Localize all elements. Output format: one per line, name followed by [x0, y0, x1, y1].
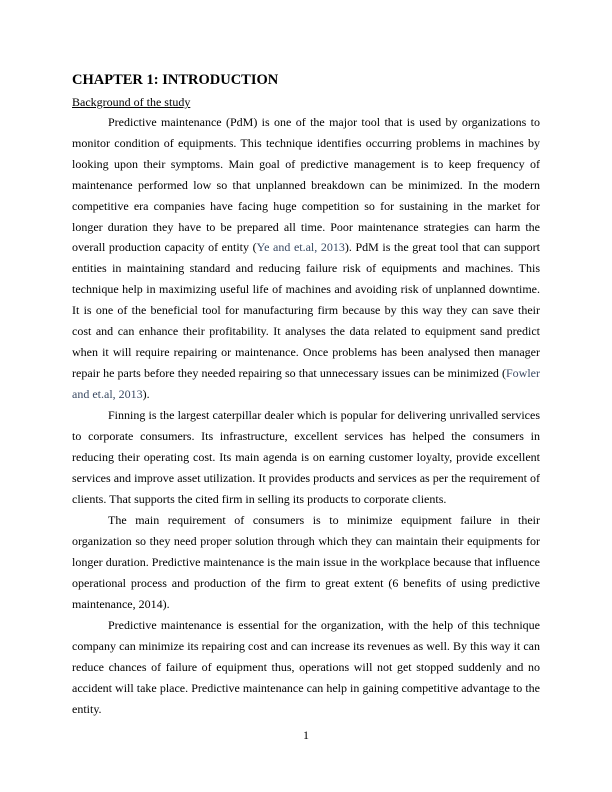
page-number: 1 [303, 728, 309, 742]
citation-ye-2013: Ye and et.al, 2013 [256, 240, 345, 255]
document-page [72, 70, 540, 720]
paragraph-4: Predictive maintenance is essential for the organization, with the help of this technique company can minimize its repairing cost and can increase its revenues as well. By this way it can reduce chances of failure of equipment thus, operations will not get stopped suddenly and no accident will take place. Predictive maintenance can help in gaining competitive advantage to the entity. [72, 617, 540, 716]
chapter-title: CHAPTER 1: INTRODUCTION [72, 72, 279, 88]
paragraph-1-text-c: ). [142, 386, 150, 401]
paragraph-3: The main requirement of consumers is to minimize equipment failure in their organization so they need proper solution through which they can maintain their equipments for longer duration. Predictive maintenance is the main issue in the workplace because that influence operational process and production of the firm to great extent (6 benefits of using predictive maintenance, 2014). [72, 513, 540, 611]
paragraph-1 [72, 112, 540, 405]
section-heading: Background of the study [72, 95, 191, 109]
paragraph-1-text-b: ). PdM is the great tool that can support entities in maintaining standard and reducing failure risk of equipments and machines. This technique help in maximizing useful life of machines and avoiding risk of unplanned downtime. It is one of the beneficial tool for manufacturing firm because by this way they can save their cost and can enhance their profitability. It analyses the data related to equipment sand predict when it will require repairing or maintenance. Once problems has been analysed then manager repair he parts before they needed repairing so that unnecessary issues can be minimized ( [72, 240, 540, 380]
paragraph-2: Finning is the largest caterpillar dealer which is popular for delivering unrivalled services to corporate consumers. Its infrastructure, excellent services has helped the consumers in reducing their operating cost. Its main agenda is on earning customer loyalty, provide excellent services and improve asset utilization. It provides products and services as per the requirement of clients. That supports the cited firm in selling its products to corporate clients. [72, 408, 540, 506]
paragraph-1-text-a: Predictive maintenance (PdM) is one of the major tool that is used by organizations to monitor condition of equipments. This technique identifies occurring problems in machines by looking upon their symptoms. Main goal of predictive management is to keep frequency of maintenance performed low so that unplanned breakdown can be minimized. In the modern competitive era companies have facing huge competition so for sustaining in the market for longer duration they have to be prepared all time. Poor maintenance strategies can harm the overall production capacity of entity ( [72, 115, 540, 255]
citation-fowler-2013: Fowler and et.al, 2013 [72, 365, 540, 401]
